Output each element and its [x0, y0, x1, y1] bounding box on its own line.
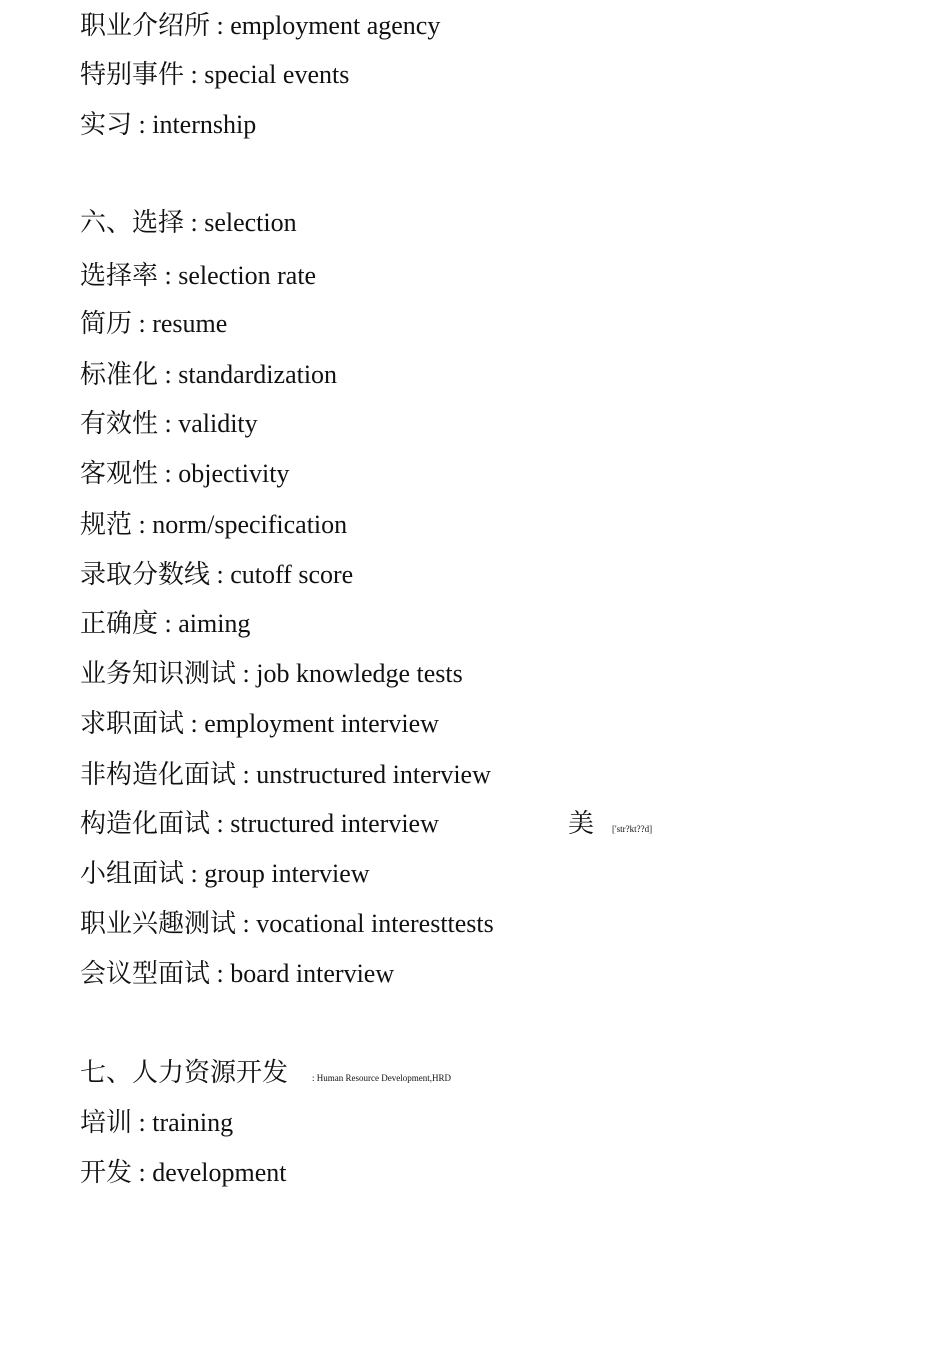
term-line: 标准化 : standardization	[80, 360, 338, 389]
term-line: 简历 : resume	[80, 309, 228, 338]
term-line: 培训 : training	[80, 1108, 234, 1137]
term-line: 录取分数线 : cutoff score	[80, 560, 354, 589]
margin-note-pronunciation: ['str?kt??d]	[612, 824, 653, 834]
term-line: 实习 : internship	[80, 110, 257, 139]
term-line: 职业兴趣测试 : vocational interesttests	[80, 909, 494, 938]
term-line: 选择率 : selection rate	[80, 261, 317, 290]
term-line: 小组面试 : group interview	[80, 859, 370, 888]
term-line: 有效性 : validity	[80, 409, 258, 438]
term-line: 求职面试 : employment interview	[80, 709, 439, 738]
term-line: 客观性 : objectivity	[80, 459, 290, 488]
section-heading-seven-subtitle: : Human Resource Development,HRD	[312, 1073, 451, 1083]
section-heading-seven	[80, 1057, 451, 1094]
term-line: 开发 : development	[80, 1158, 287, 1187]
term-line: 规范 : norm/specification	[80, 510, 348, 539]
term-line: 非构造化面试 : unstructured interview	[80, 760, 491, 789]
section-heading-seven-title: 七、人力资源开发	[80, 1058, 289, 1087]
term-line: 构造化面试 : structured interview	[80, 809, 439, 838]
term-line: 职业介绍所 : employment agency	[80, 11, 441, 40]
term-line: 业务知识测试 : job knowledge tests	[80, 659, 463, 688]
section-heading-six: 六、选择 : selection	[80, 208, 297, 237]
term-line: 正确度 : aiming	[80, 609, 251, 638]
term-line: 特别事件 : special events	[80, 60, 350, 89]
term-line: 会议型面试 : board interview	[80, 959, 395, 988]
margin-note-char: 美	[568, 809, 595, 838]
